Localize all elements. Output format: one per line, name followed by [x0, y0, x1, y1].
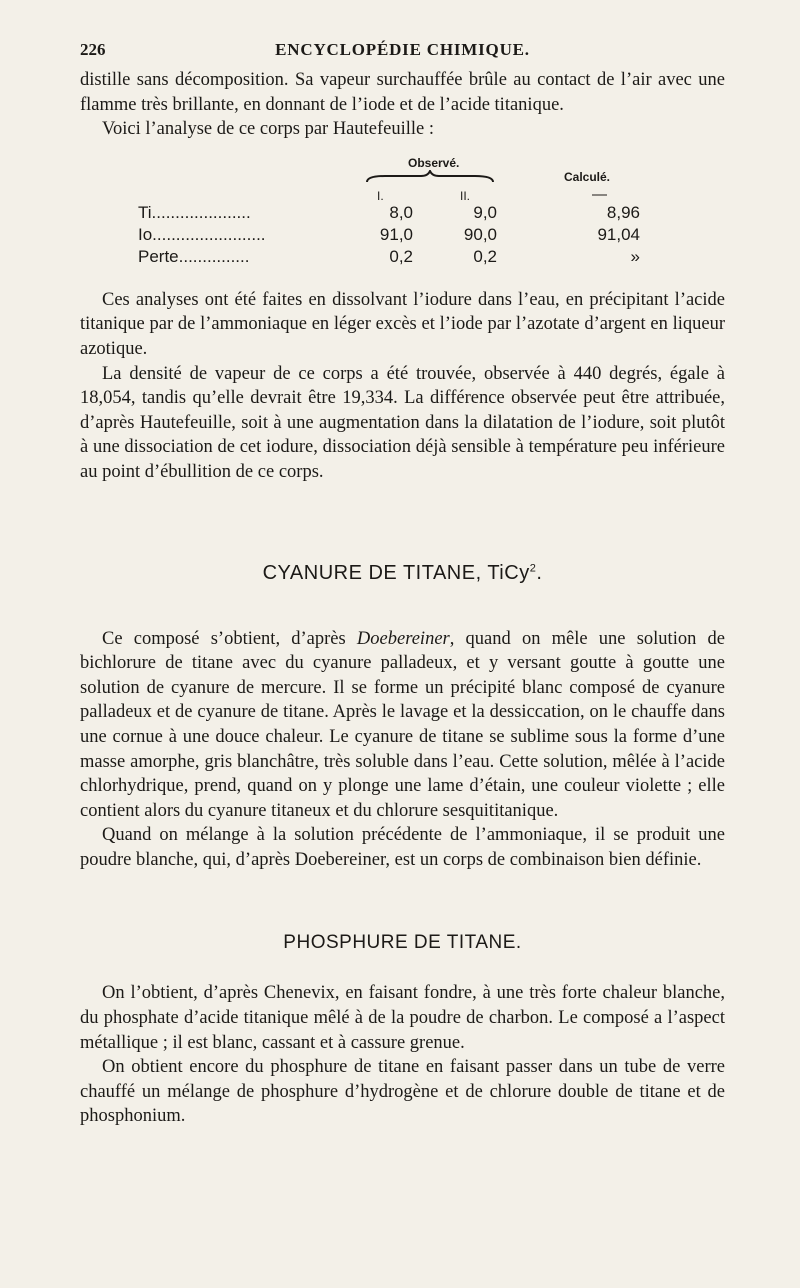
- section-title-superscript: 2: [529, 561, 537, 574]
- header-title: ENCYCLOPÉDIE CHIMIQUE.: [275, 40, 530, 59]
- observed-label: Observé.: [408, 155, 460, 170]
- value-ii: 90,0: [463, 224, 497, 244]
- column-header-ii: II.: [460, 188, 471, 203]
- observed-brace: [365, 170, 495, 184]
- value-i: 0,2: [389, 246, 413, 266]
- row-label: Io........................: [138, 224, 266, 244]
- text-run: , quand on mêle une solution de bichlorure de titane avec du cyanure palladeux, et y versant goutte à goutte une solution de cyanure de mercure. Il se forme un précipité blanc composé de cyanure palladeux et de cyanure de titane. Après le lavage et la dessiccation, on le chauffe dans une cornue à une douce chaleur. Le cyanure de titane se sublime sous la forme d’une masse amorphe, gris blanchâtre, très soluble dans l’eau. Cette solution, mêlée à l’acide chlorhydrique, prend, quand on y plonge une lame d’étain, une couleur violette ; elle contient alors du cyanure titaneux et du chlorure sesquititanique.: [80, 628, 725, 821]
- paragraph-cyanure-ammonia: Quand on mélange à la solution précédente de l’ammoniaque, il se produit une poudre blanche, qui, d’après Doebereiner, est un corps de combinaison bien définie.: [80, 825, 725, 870]
- row-label: Ti.....................: [138, 202, 251, 222]
- value-calculated: 8,96: [606, 202, 640, 222]
- table-row: [138, 225, 658, 247]
- paragraph-continuation: distille sans décomposition. Sa vapeur surchauffée brûle au contact de l’air avec une flamme très brillante, en donnant de l’iode et de l’acide titanique.: [80, 70, 725, 115]
- running-head: [80, 40, 725, 66]
- value-i: 8,0: [389, 202, 413, 222]
- text-run: Ce composé s’obtient, d’après: [102, 628, 357, 649]
- value-calculated: 91,04: [597, 224, 640, 244]
- table-row: [138, 203, 658, 225]
- section-title-text: CYANURE DE TITANE, TiCy: [262, 561, 530, 584]
- row-label: Perte...............: [138, 246, 250, 266]
- paragraph-cyanure-preparation: [80, 627, 725, 824]
- author-name: Doebereiner: [356, 628, 450, 649]
- paragraph-phosphure-alternative: On obtient encore du phosphure de titane en faisant passer dans un tube de verre chauffé un mélange de phosphure d’hydrogène et de chlorure double de titane et de phosphonium.: [80, 1057, 725, 1127]
- value-i: 91,0: [379, 224, 413, 244]
- column-header-i: I.: [377, 188, 384, 203]
- section-title-phosphure: PHOSPHURE DE TITANE.: [283, 932, 522, 954]
- calculated-label: Calculé.: [564, 169, 611, 184]
- analysis-table: [80, 150, 725, 270]
- paragraph-analysis-method: Ces analyses ont été faites en dissolvant l’iodure dans l’eau, en précipitant l’acide titanique par de l’ammoniaque en léger excès et l’iode par l’azotate d’argent en liqueur azotique.: [80, 289, 725, 359]
- value-calculated: »: [630, 246, 640, 266]
- section-title-cyanure: [80, 562, 725, 585]
- paragraph-vapor-density: La densité de vapeur de ce corps a été trouvée, observée à 440 degrés, égale à 18,054, tandis qu’elle devrait être 19,334. La différence observée peut être attribuée, d’après Hautefeuille, soit à une augmentation dans la dilatation de l’iodure, soit plutôt à une dissociation de cet iodure, dissociation déjà sensible à température peu inférieure au point d’ébullition de ce corps.: [80, 363, 725, 482]
- page-body: [80, 68, 725, 1129]
- calculated-dash: —: [592, 185, 607, 203]
- section-title-end: .: [536, 561, 543, 584]
- table-row: [138, 247, 658, 269]
- value-ii: 9,0: [473, 202, 497, 222]
- paragraph-analysis-intro: Voici l’analyse de ce corps par Hautefeuille :: [102, 119, 435, 140]
- value-ii: 0,2: [473, 246, 497, 266]
- page-number: 226: [80, 40, 106, 59]
- paragraph-phosphure-chenevix: On l’obtient, d’après Chenevix, en faisant fondre, à une très forte chaleur blanche, du phosphate d’acide titanique mêlé à de la poudre de charbon. Le composé a l’aspect métallique ; il est blanc, cassant et à cassure grenue.: [80, 983, 725, 1053]
